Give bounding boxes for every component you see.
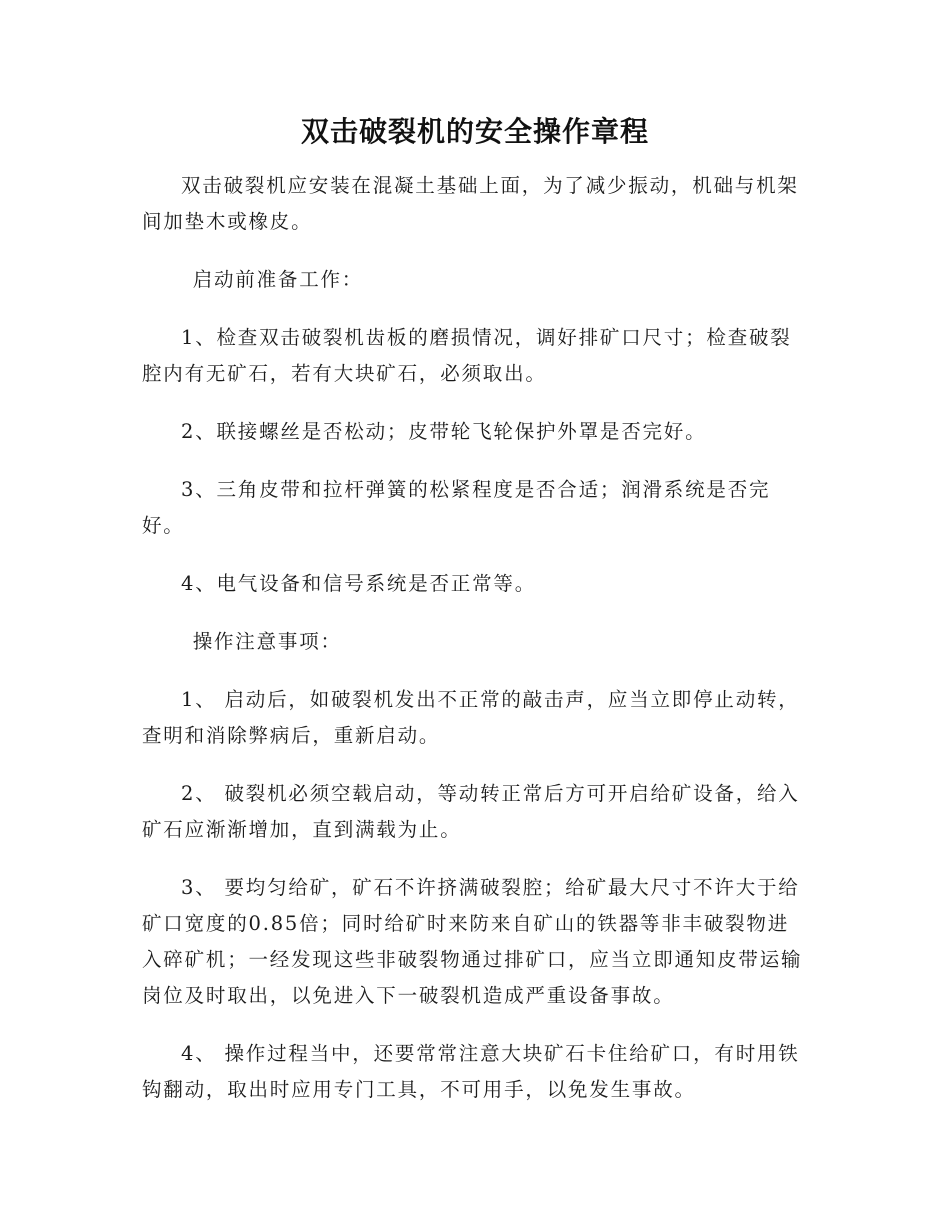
prep-item-2: 2、联接螺丝是否松动；皮带轮飞轮保护外罩是否完好。: [181, 420, 707, 443]
intro-paragraph: 双击破裂机应安装在混凝土基础上面，为了减少振动，机础与机架间加垫木或橡皮。: [142, 174, 799, 233]
ops-item-3: 3、 要均匀给矿，矿石不许挤满破裂腔；给矿最大尺寸不许大于给矿口宽度的0.85倍；同时给矿时来防来自矿山的铁器等非丰破裂物进入碎矿机；一经发现这些非破裂物通过排矿口，应当立即通知皮带运输岗位及时取出，以免进入下一破裂机造成严重设备事故。: [142, 876, 803, 1007]
prep-item-1: 1、检查双击破裂机齿板的磨损情况，调好排矿口尺寸；检查破裂腔内有无矿石，若有大块矿石，必须取出。: [142, 326, 792, 385]
ops-item-4: 4、 操作过程当中，还要常常注意大块矿石卡住给矿口，有时用铁钩翻动，取出时应用专门工具，不可用手，以免发生事故。: [142, 1042, 800, 1101]
ops-heading: 操作注意事项：: [192, 630, 342, 653]
ops-item-1: 1、 启动后，如破裂机发出不正常的敲击声，应当立即停止动转，查明和消除弊病后，重新启动。: [142, 688, 800, 747]
ops-item-2: 2、 破裂机必须空载启动，等动转正常后方可开启给矿设备，给入矿石应渐渐增加，直到满载为止。: [142, 782, 800, 841]
document-body: [142, 168, 807, 1130]
prep-item-3: 3、三角皮带和拉杆弹簧的松紧程度是否合适；润滑系统是否完好。: [142, 478, 771, 537]
prep-heading: 启动前准备工作：: [192, 268, 364, 291]
prep-item-4: 4、电气设备和信号系统是否正常等。: [181, 572, 537, 595]
document-title: 双击破裂机的安全操作章程: [300, 115, 649, 148]
